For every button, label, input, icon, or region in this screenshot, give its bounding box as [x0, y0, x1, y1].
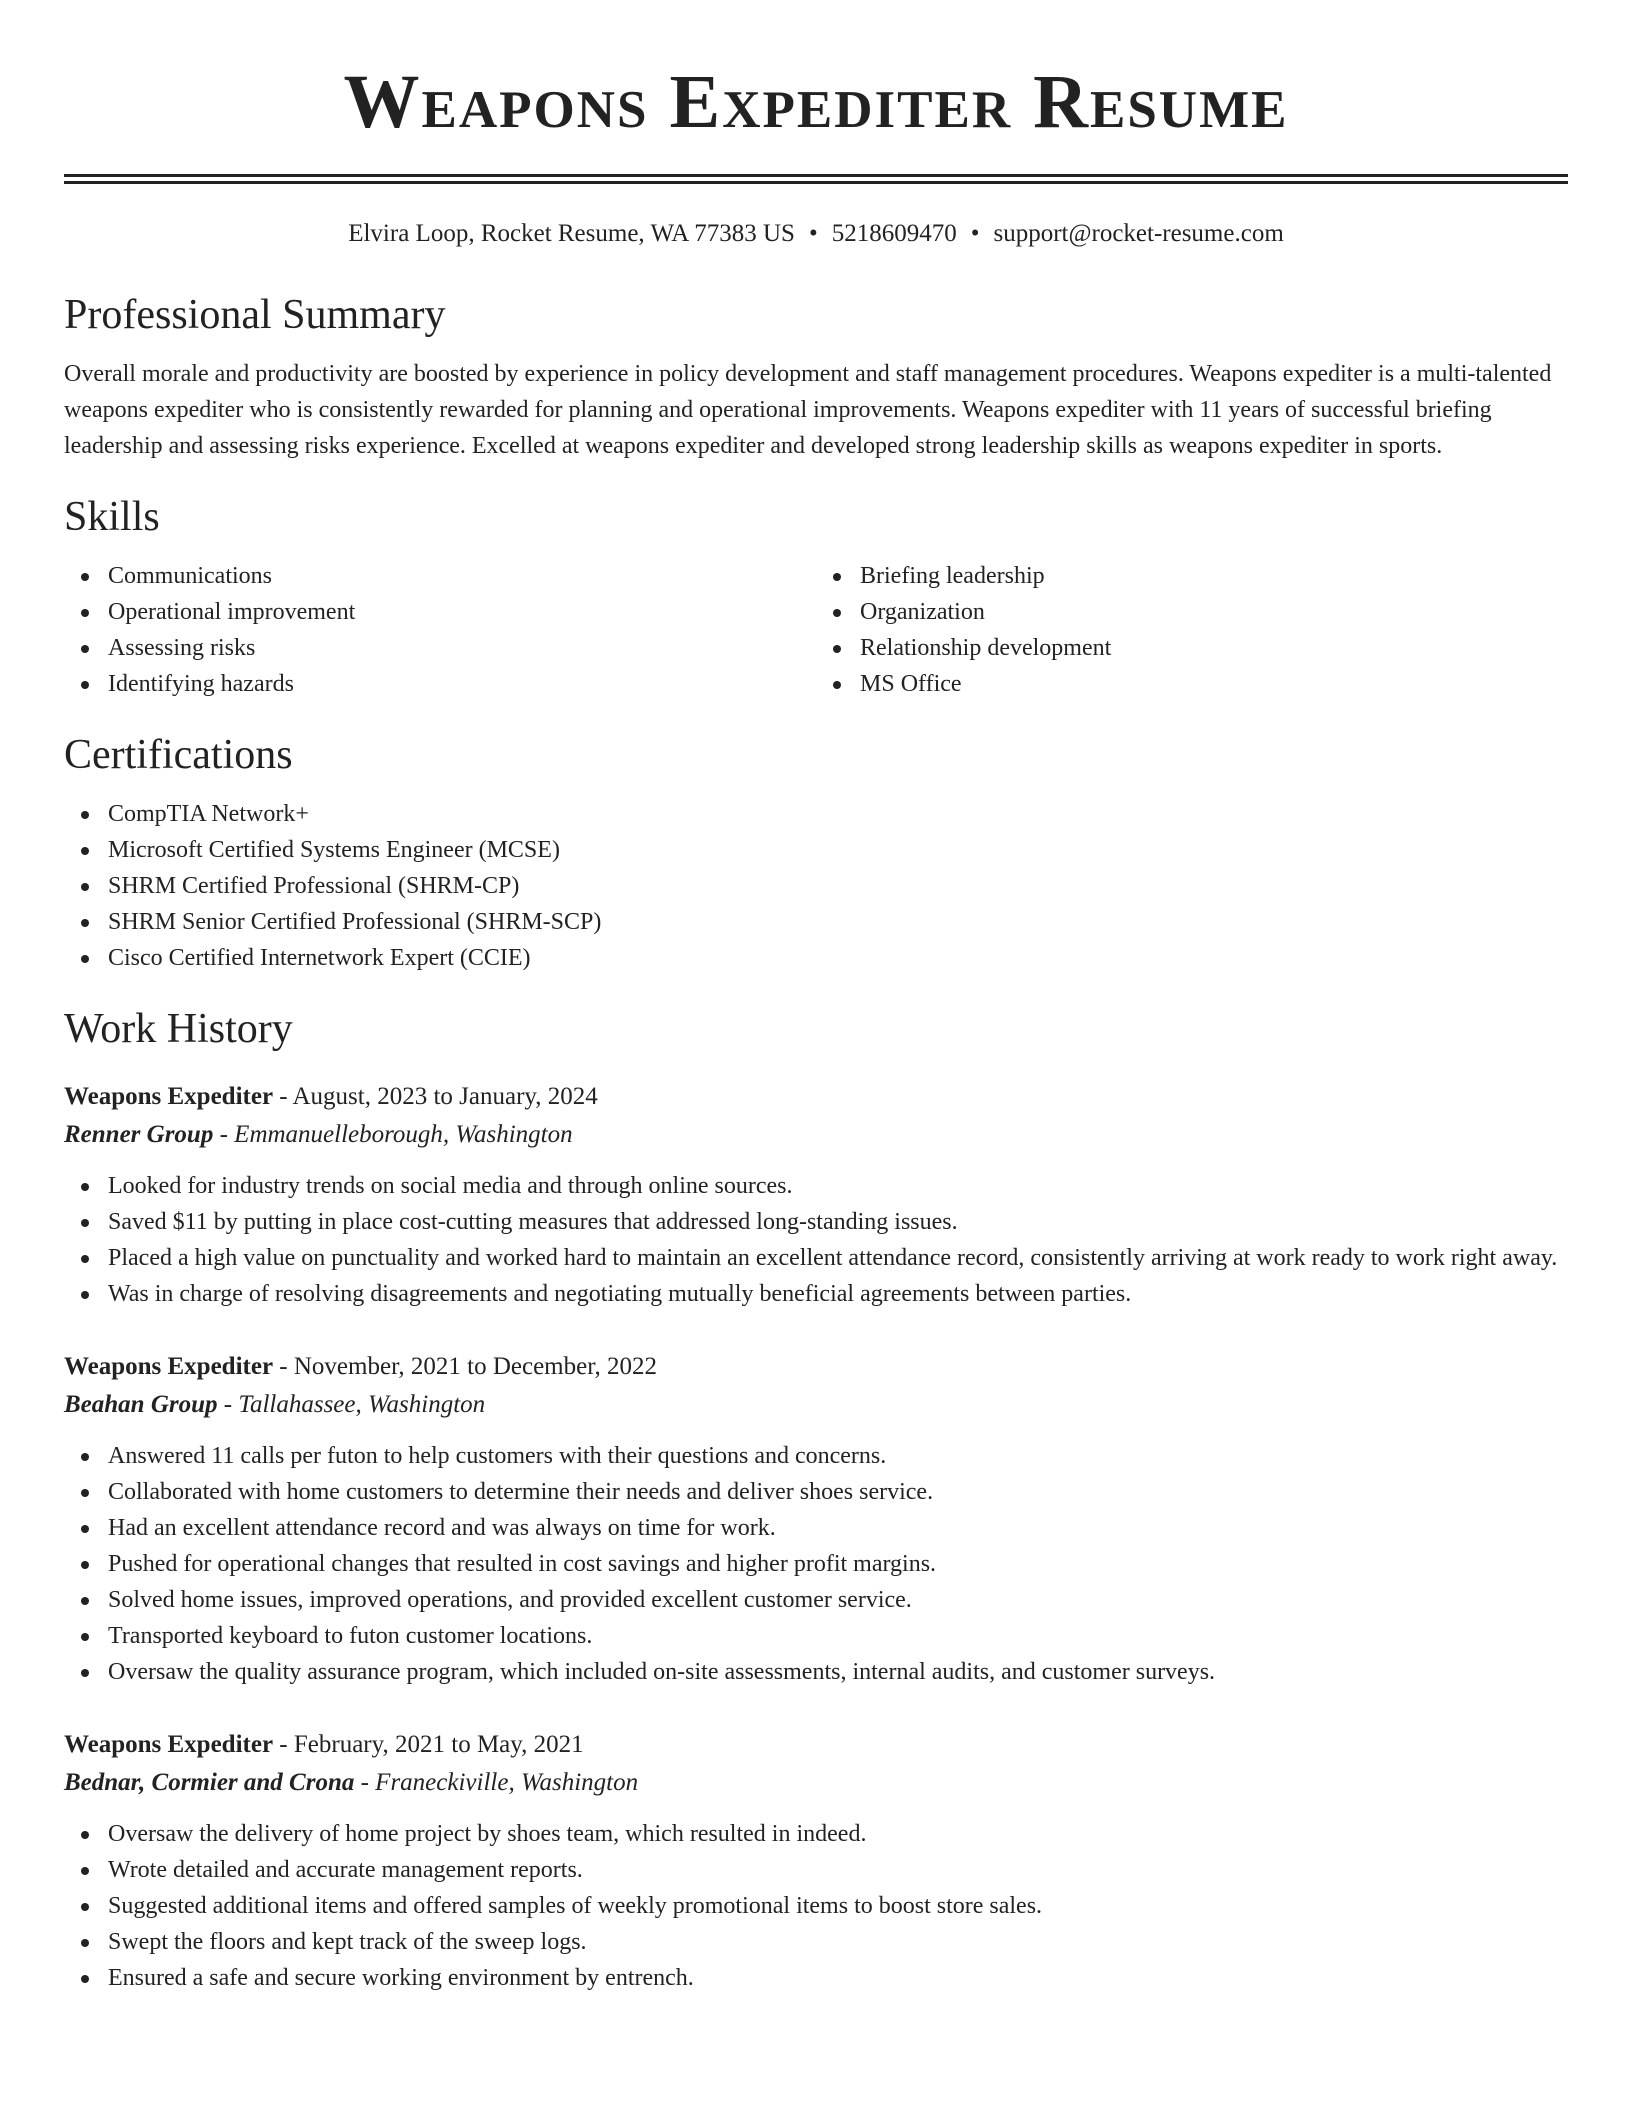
list-item: Ensured a safe and secure working environment by entrench. [64, 1960, 1568, 1996]
list-item: Was in charge of resolving disagreements and negotiating mutually beneficial agreements between parties. [64, 1276, 1568, 1312]
list-item: Answered 11 calls per futon to help customers with their questions and concerns. [64, 1438, 1568, 1474]
list-item: Communications [64, 558, 816, 594]
certifications-list [64, 796, 1568, 976]
contact-line [64, 218, 1568, 250]
job-bullets [64, 1168, 1568, 1312]
skills-heading: Skills [64, 494, 160, 540]
job-location: - Emmanuelleborough, Washington [213, 1121, 573, 1148]
skills-column-right [816, 558, 1568, 702]
list-item: Pushed for operational changes that resulted in cost savings and higher profit margins. [64, 1546, 1568, 1582]
job-location: - Tallahassee, Washington [217, 1391, 486, 1418]
list-item: Swept the floors and kept track of the sweep logs. [64, 1924, 1568, 1960]
title-double-rule [64, 174, 1568, 184]
job-dates: - August, 2023 to January, 2024 [273, 1083, 598, 1110]
skills-list [64, 558, 1568, 702]
work-history-heading: Work History [64, 1006, 293, 1052]
list-item: Looked for industry trends on social media and through online sources. [64, 1168, 1568, 1204]
job-company: Renner Group [64, 1121, 214, 1148]
list-item: SHRM Certified Professional (SHRM-CP) [64, 868, 1568, 904]
list-item: Organization [816, 594, 1568, 630]
certifications-heading: Certifications [64, 732, 293, 778]
job-company-line [64, 1386, 1568, 1424]
job-entry [64, 1078, 1568, 1312]
job-company-line [64, 1764, 1568, 1802]
resume-page [64, 0, 1568, 1996]
contact-address: Elvira Loop, Rocket Resume, WA 77383 US [348, 220, 795, 247]
list-item: Operational improvement [64, 594, 816, 630]
skills-column-left [64, 558, 816, 702]
resume-title: Weapons Expediter Resume [343, 60, 1289, 144]
job-title: Weapons Expediter [64, 1083, 274, 1110]
list-item: Briefing leadership [816, 558, 1568, 594]
job-location: - Franeckiville, Washington [354, 1769, 639, 1796]
list-item: SHRM Senior Certified Professional (SHRM-SCP) [64, 904, 1568, 940]
job-dates: - November, 2021 to December, 2022 [273, 1353, 658, 1380]
list-item: Had an excellent attendance record and was always on time for work. [64, 1510, 1568, 1546]
job-bullets [64, 1438, 1568, 1690]
job-title-line [64, 1348, 1568, 1386]
job-title-line [64, 1726, 1568, 1764]
job-title-line [64, 1078, 1568, 1116]
job-company: Beahan Group [64, 1391, 218, 1418]
list-item: Collaborated with home customers to determine their needs and deliver shoes service. [64, 1474, 1568, 1510]
list-item: Identifying hazards [64, 666, 816, 702]
summary-heading: Professional Summary [64, 292, 446, 338]
contact-phone: 5218609470 [831, 220, 957, 247]
job-entry [64, 1348, 1568, 1690]
contact-email: support@rocket-resume.com [993, 220, 1284, 247]
list-item: Suggested additional items and offered samples of weekly promotional items to boost store sales. [64, 1888, 1568, 1924]
contact-separator: • [970, 220, 980, 247]
list-item: Assessing risks [64, 630, 816, 666]
job-title: Weapons Expediter [64, 1353, 274, 1380]
list-item: Oversaw the delivery of home project by shoes team, which resulted in indeed. [64, 1816, 1568, 1852]
summary-text: Overall morale and productivity are boosted by experience in policy development and staff management procedures. Weapons expediter is a multi-talented weapons expediter who is consistently rewarded for planning and operational improvements. Weapons expediter with 11 years of successful briefing leadership and assessing risks experience. Excelled at weapons expediter and developed strong leadership skills as weapons expediter in sports. [64, 361, 1552, 459]
job-company-line [64, 1116, 1568, 1154]
list-item: MS Office [816, 666, 1568, 702]
list-item: Cisco Certified Internetwork Expert (CCIE) [64, 940, 1568, 976]
list-item: Microsoft Certified Systems Engineer (MCSE) [64, 832, 1568, 868]
list-item: Oversaw the quality assurance program, which included on-site assessments, internal audits, and customer surveys. [64, 1654, 1568, 1690]
list-item: Saved $11 by putting in place cost-cutting measures that addressed long-standing issues. [64, 1204, 1568, 1240]
contact-separator: • [808, 220, 818, 247]
job-bullets [64, 1816, 1568, 1996]
list-item: Relationship development [816, 630, 1568, 666]
list-item: Transported keyboard to futon customer locations. [64, 1618, 1568, 1654]
job-dates: - February, 2021 to May, 2021 [273, 1731, 584, 1758]
work-history-list [64, 1078, 1568, 1996]
list-item: Solved home issues, improved operations, and provided excellent customer service. [64, 1582, 1568, 1618]
job-entry [64, 1726, 1568, 1996]
list-item: Wrote detailed and accurate management reports. [64, 1852, 1568, 1888]
job-company: Bednar, Cormier and Crona [64, 1769, 355, 1796]
list-item: Placed a high value on punctuality and worked hard to maintain an excellent attendance record, consistently arriving at work ready to work right away. [64, 1240, 1568, 1276]
list-item: CompTIA Network+ [64, 796, 1568, 832]
job-title: Weapons Expediter [64, 1731, 274, 1758]
